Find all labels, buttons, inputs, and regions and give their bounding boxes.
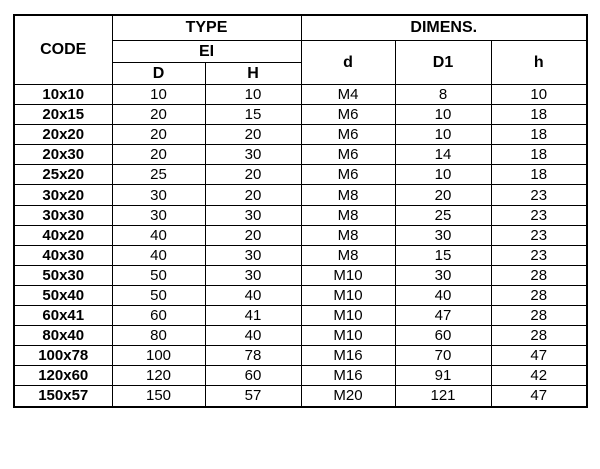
cell-D1: 8 [395,85,491,105]
cell-code: 30x30 [14,205,112,225]
header-type-sub: EI [112,41,301,63]
header-type: TYPE [112,15,301,41]
cell-D1: 10 [395,125,491,145]
cell-H: 30 [205,205,301,225]
header-col-h: h [491,41,587,85]
cell-D1: 25 [395,205,491,225]
table-row [14,105,587,125]
cell-D1: 10 [395,165,491,185]
cell-code: 10x10 [14,85,112,105]
cell-code: 40x30 [14,245,112,265]
cell-D: 100 [112,346,205,366]
cell-d: M6 [301,105,395,125]
cell-D1: 47 [395,306,491,326]
table-row [14,285,587,305]
table-row [14,366,587,386]
cell-D1: 60 [395,326,491,346]
cell-d: M6 [301,125,395,145]
cell-h: 28 [491,326,587,346]
cell-D1: 121 [395,386,491,407]
cell-d: M8 [301,185,395,205]
table-row [14,205,587,225]
cell-H: 60 [205,366,301,386]
table-row [14,125,587,145]
cell-code: 20x30 [14,145,112,165]
cell-D: 50 [112,285,205,305]
cell-D: 50 [112,265,205,285]
table-row [14,306,587,326]
cell-D: 30 [112,205,205,225]
table-row [14,265,587,285]
cell-h: 23 [491,245,587,265]
cell-code: 20x20 [14,125,112,145]
cell-d: M16 [301,366,395,386]
cell-code: 150x57 [14,386,112,407]
cell-D1: 10 [395,105,491,125]
cell-code: 25x20 [14,165,112,185]
cell-code: 100x78 [14,346,112,366]
cell-d: M16 [301,346,395,366]
cell-D: 20 [112,125,205,145]
cell-H: 40 [205,326,301,346]
cell-code: 120x60 [14,366,112,386]
cell-D: 25 [112,165,205,185]
cell-d: M6 [301,165,395,185]
table-row [14,326,587,346]
cell-D1: 30 [395,265,491,285]
header-dimens: DIMENS. [301,15,587,41]
table-row [14,165,587,185]
header-row-1 [14,15,587,41]
cell-D: 120 [112,366,205,386]
cell-code: 60x41 [14,306,112,326]
cell-H: 20 [205,225,301,245]
cell-h: 18 [491,105,587,125]
spec-table-container [13,14,588,408]
cell-D: 80 [112,326,205,346]
cell-d: M6 [301,145,395,165]
cell-h: 28 [491,265,587,285]
cell-D1: 20 [395,185,491,205]
table-row [14,185,587,205]
header-col-D1: D1 [395,41,491,85]
cell-d: M8 [301,245,395,265]
header-col-D: D [112,63,205,85]
cell-d: M4 [301,85,395,105]
cell-code: 40x20 [14,225,112,245]
cell-D1: 70 [395,346,491,366]
cell-D: 150 [112,386,205,407]
dimensions-table [13,14,588,408]
cell-H: 41 [205,306,301,326]
cell-H: 40 [205,285,301,305]
cell-h: 47 [491,346,587,366]
cell-d: M10 [301,285,395,305]
cell-D1: 40 [395,285,491,305]
cell-H: 10 [205,85,301,105]
cell-h: 28 [491,306,587,326]
cell-code: 80x40 [14,326,112,346]
table-row [14,386,587,407]
cell-D1: 15 [395,245,491,265]
cell-d: M10 [301,326,395,346]
cell-D1: 14 [395,145,491,165]
table-body [14,85,587,407]
cell-d: M20 [301,386,395,407]
cell-H: 30 [205,265,301,285]
cell-h: 23 [491,205,587,225]
cell-code: 20x15 [14,105,112,125]
cell-code: 50x40 [14,285,112,305]
cell-H: 30 [205,245,301,265]
cell-D: 20 [112,105,205,125]
cell-h: 18 [491,125,587,145]
cell-D1: 91 [395,366,491,386]
table-row [14,85,587,105]
cell-h: 23 [491,225,587,245]
cell-D: 10 [112,85,205,105]
cell-H: 15 [205,105,301,125]
header-col-d: d [301,41,395,85]
cell-D: 60 [112,306,205,326]
cell-H: 57 [205,386,301,407]
header-code: CODE [14,15,112,85]
table-row [14,225,587,245]
cell-d: M10 [301,306,395,326]
cell-D: 40 [112,245,205,265]
cell-d: M8 [301,225,395,245]
cell-d: M10 [301,265,395,285]
cell-D: 40 [112,225,205,245]
cell-h: 18 [491,145,587,165]
cell-H: 20 [205,165,301,185]
cell-H: 78 [205,346,301,366]
table-row [14,245,587,265]
cell-D: 30 [112,185,205,205]
table-row [14,346,587,366]
cell-h: 47 [491,386,587,407]
cell-h: 23 [491,185,587,205]
cell-code: 50x30 [14,265,112,285]
cell-H: 30 [205,145,301,165]
cell-D1: 30 [395,225,491,245]
cell-H: 20 [205,125,301,145]
cell-d: M8 [301,205,395,225]
cell-h: 18 [491,165,587,185]
header-col-H: H [205,63,301,85]
table-row [14,145,587,165]
cell-h: 28 [491,285,587,305]
cell-H: 20 [205,185,301,205]
cell-h: 10 [491,85,587,105]
cell-code: 30x20 [14,185,112,205]
cell-h: 42 [491,366,587,386]
cell-D: 20 [112,145,205,165]
